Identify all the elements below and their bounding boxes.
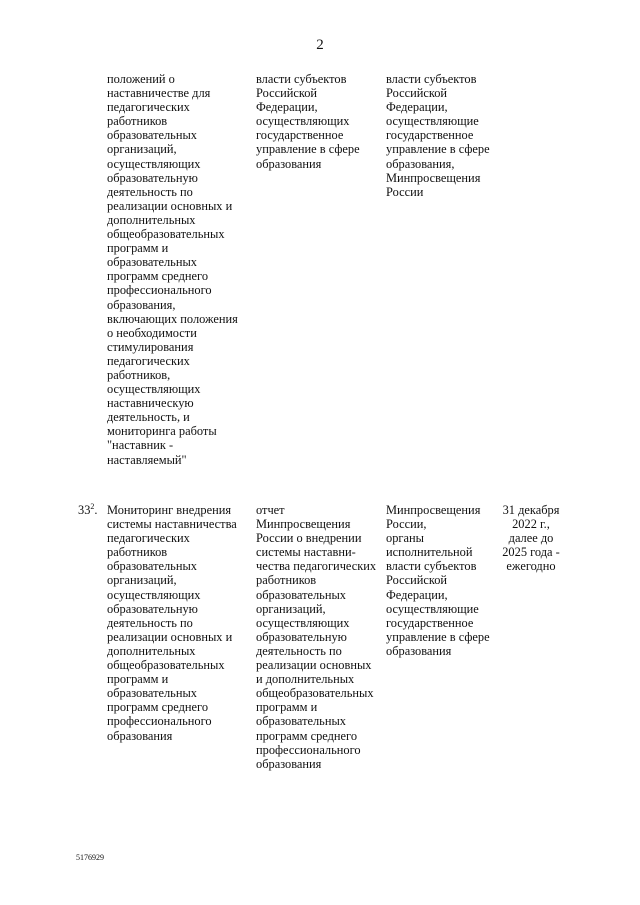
page-number: 2 — [316, 37, 324, 53]
row-2-description: Мониторинг внедрения системы наставничества педагогических работников образовательных организаций, осуществляющих образовательную деятельность по реализации основных и дополнительных общеобразовательных программ и образовательных программ среднего профессионального образования — [107, 503, 237, 743]
row-1-description: положений о наставничестве для педагогических работников образовательных организаций, осуществляющих образовательную деятельность по реализации основных и дополнительных общеобразовательных программ и образовательных программ среднего профессионального образования, включающих положения о необходимости стимулирования педагогических работников, осуществляющих наставническую деятельность, и мониторинга работы "наставник - наставляемый" — [107, 72, 238, 467]
row-2-result-form: отчет Минпросвещения России о внедрении системы наставни- чества педагогических работников образовательных организаций, осуществляющих образовательную деятельность по реализации основных и дополнительных общеобразовательных программ и образовательных программ среднего профессионального образования — [256, 503, 377, 771]
row-2-number-sup: 2 — [90, 501, 95, 511]
row-1-responsible: власти субъектов Российской Федерации, осуществляющие государственное управление в сфере образования, Минпросвещения России — [386, 72, 490, 199]
row-2-responsible: Минпросвещения России, органы исполнительной власти субъектов Российской Федерации, осуществляющие государственное управление в сфере образования — [386, 503, 490, 658]
document-code: 5176929 — [76, 853, 104, 862]
row-2-deadline: 31 декабря 2022 г., далее до 2025 года - ежегодно — [502, 503, 560, 574]
row-2-number: $33^2$. — [78, 501, 98, 517]
row-1-result-form: власти субъектов Российской Федерации, осуществляющих государственное управление в сфере образования — [256, 72, 360, 171]
